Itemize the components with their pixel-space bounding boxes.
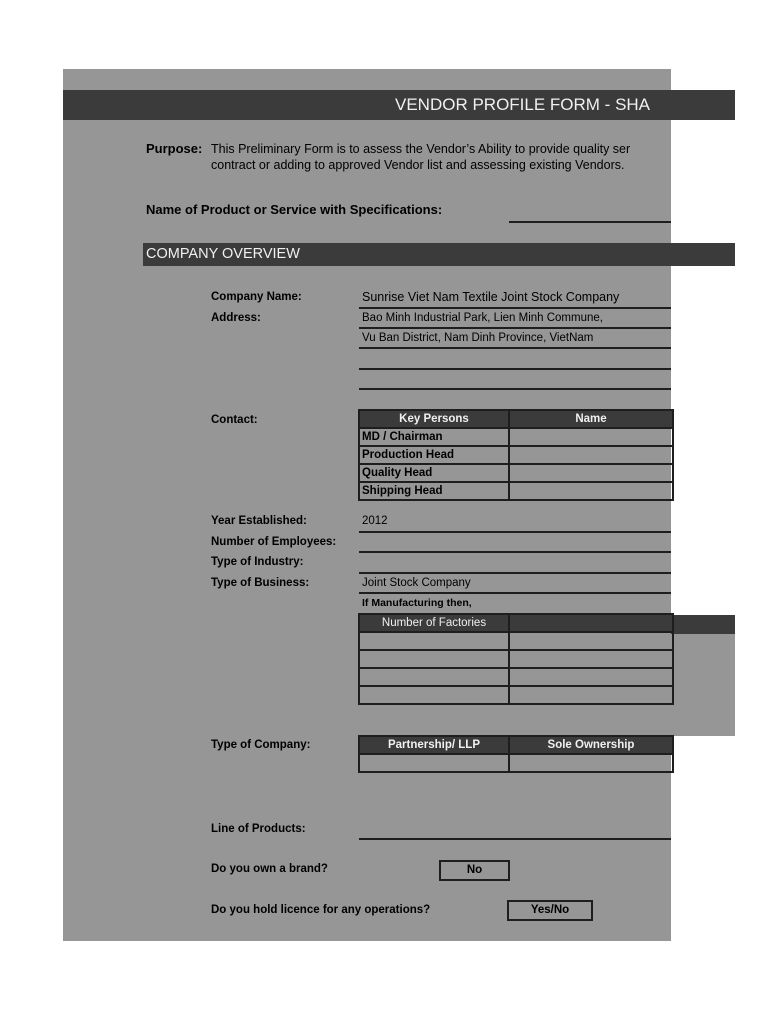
company-name-value[interactable]: Sunrise Viet Nam Textile Joint Stock Company: [362, 290, 620, 304]
contact-name-cell[interactable]: [509, 464, 673, 482]
address-underline-2: [359, 347, 671, 349]
factory-cell[interactable]: [359, 668, 509, 686]
company-type-cell[interactable]: [509, 754, 673, 772]
line-of-products-label: Line of Products:: [211, 823, 306, 835]
address-line-2[interactable]: Vu Ban District, Nam Dinh Province, VietNam: [362, 332, 594, 344]
table-row: [359, 754, 673, 772]
business-value[interactable]: Joint Stock Company: [362, 577, 471, 589]
factory-cell[interactable]: [359, 650, 509, 668]
table-row: [359, 650, 673, 668]
factories-extension-header: [671, 615, 735, 634]
company-name-label: Company Name:: [211, 291, 302, 303]
year-established-value[interactable]: 2012: [362, 515, 388, 527]
table-row: [359, 686, 673, 704]
table-row: [359, 632, 673, 650]
purpose-label: Purpose:: [146, 141, 203, 156]
business-underline: [359, 592, 671, 594]
contact-name-cell[interactable]: [509, 428, 673, 446]
product-field[interactable]: [509, 205, 671, 219]
industry-underline: [359, 572, 671, 574]
factory-cell[interactable]: [359, 632, 509, 650]
contact-name-cell[interactable]: [509, 446, 673, 464]
factories-header-blank: [509, 614, 673, 632]
company-type-label: Type of Company:: [211, 739, 311, 751]
contact-name-cell[interactable]: [509, 482, 673, 500]
factories-header: Number of Factories: [359, 614, 509, 632]
factory-cell[interactable]: [509, 650, 673, 668]
contacts-header-key-persons: Key Persons: [359, 410, 509, 428]
industry-label: Type of Industry:: [211, 556, 304, 568]
product-label: Name of Product or Service with Specifications:: [146, 202, 443, 217]
company-type-sole-ownership: Sole Ownership: [509, 736, 673, 754]
purpose-line-1: This Preliminary Form is to assess the Vendor’s Ability to provide quality ser: [211, 142, 631, 156]
table-row: [359, 482, 673, 500]
contact-role: Production Head: [359, 446, 509, 464]
company-type-table: [358, 735, 674, 773]
company-type-partnership: Partnership/ LLP: [359, 736, 509, 754]
factories-table: [358, 613, 674, 705]
contact-role: Shipping Head: [359, 482, 509, 500]
section-title: COMPANY OVERVIEW: [146, 246, 300, 262]
licence-label: Do you hold licence for any operations?: [211, 904, 431, 916]
address-underline-4: [359, 388, 671, 390]
purpose-text: [211, 141, 671, 175]
manufacturing-note: If Manufacturing then,: [362, 597, 472, 609]
factory-cell[interactable]: [509, 632, 673, 650]
company-name-underline: [359, 307, 671, 309]
table-row: [359, 446, 673, 464]
table-row: [359, 464, 673, 482]
purpose-line-2: contract or adding to approved Vendor list and assessing existing Vendors.: [211, 158, 625, 172]
contact-label: Contact:: [211, 414, 258, 426]
address-underline-3: [359, 368, 671, 370]
contacts-header-name: Name: [509, 410, 673, 428]
contact-role: Quality Head: [359, 464, 509, 482]
factory-cell[interactable]: [509, 668, 673, 686]
product-underline: [509, 221, 671, 223]
address-underline-1: [359, 327, 671, 329]
licence-value[interactable]: Yes/No: [507, 900, 593, 921]
contact-role: MD / Chairman: [359, 428, 509, 446]
own-brand-value[interactable]: No: [439, 860, 510, 881]
factory-cell[interactable]: [359, 686, 509, 704]
form-title: VENDOR PROFILE FORM - SHA: [395, 95, 651, 114]
employees-label: Number of Employees:: [211, 536, 337, 548]
own-brand-label: Do you own a brand?: [211, 863, 328, 875]
address-line-1[interactable]: Bao Minh Industrial Park, Lien Minh Commune,: [362, 312, 603, 324]
line-of-products-underline: [359, 838, 671, 840]
year-underline: [359, 531, 671, 533]
company-type-header-row: [359, 736, 673, 754]
contacts-header-row: [359, 410, 673, 428]
table-row: [359, 428, 673, 446]
table-row: [359, 668, 673, 686]
form-sheet: [63, 69, 671, 941]
factory-cell[interactable]: [509, 686, 673, 704]
factories-header-row: [359, 614, 673, 632]
year-established-label: Year Established:: [211, 515, 307, 527]
business-label: Type of Business:: [211, 577, 310, 589]
address-label: Address:: [211, 312, 261, 324]
employees-underline: [359, 551, 671, 553]
contacts-table: [358, 409, 674, 501]
company-type-cell[interactable]: [359, 754, 509, 772]
